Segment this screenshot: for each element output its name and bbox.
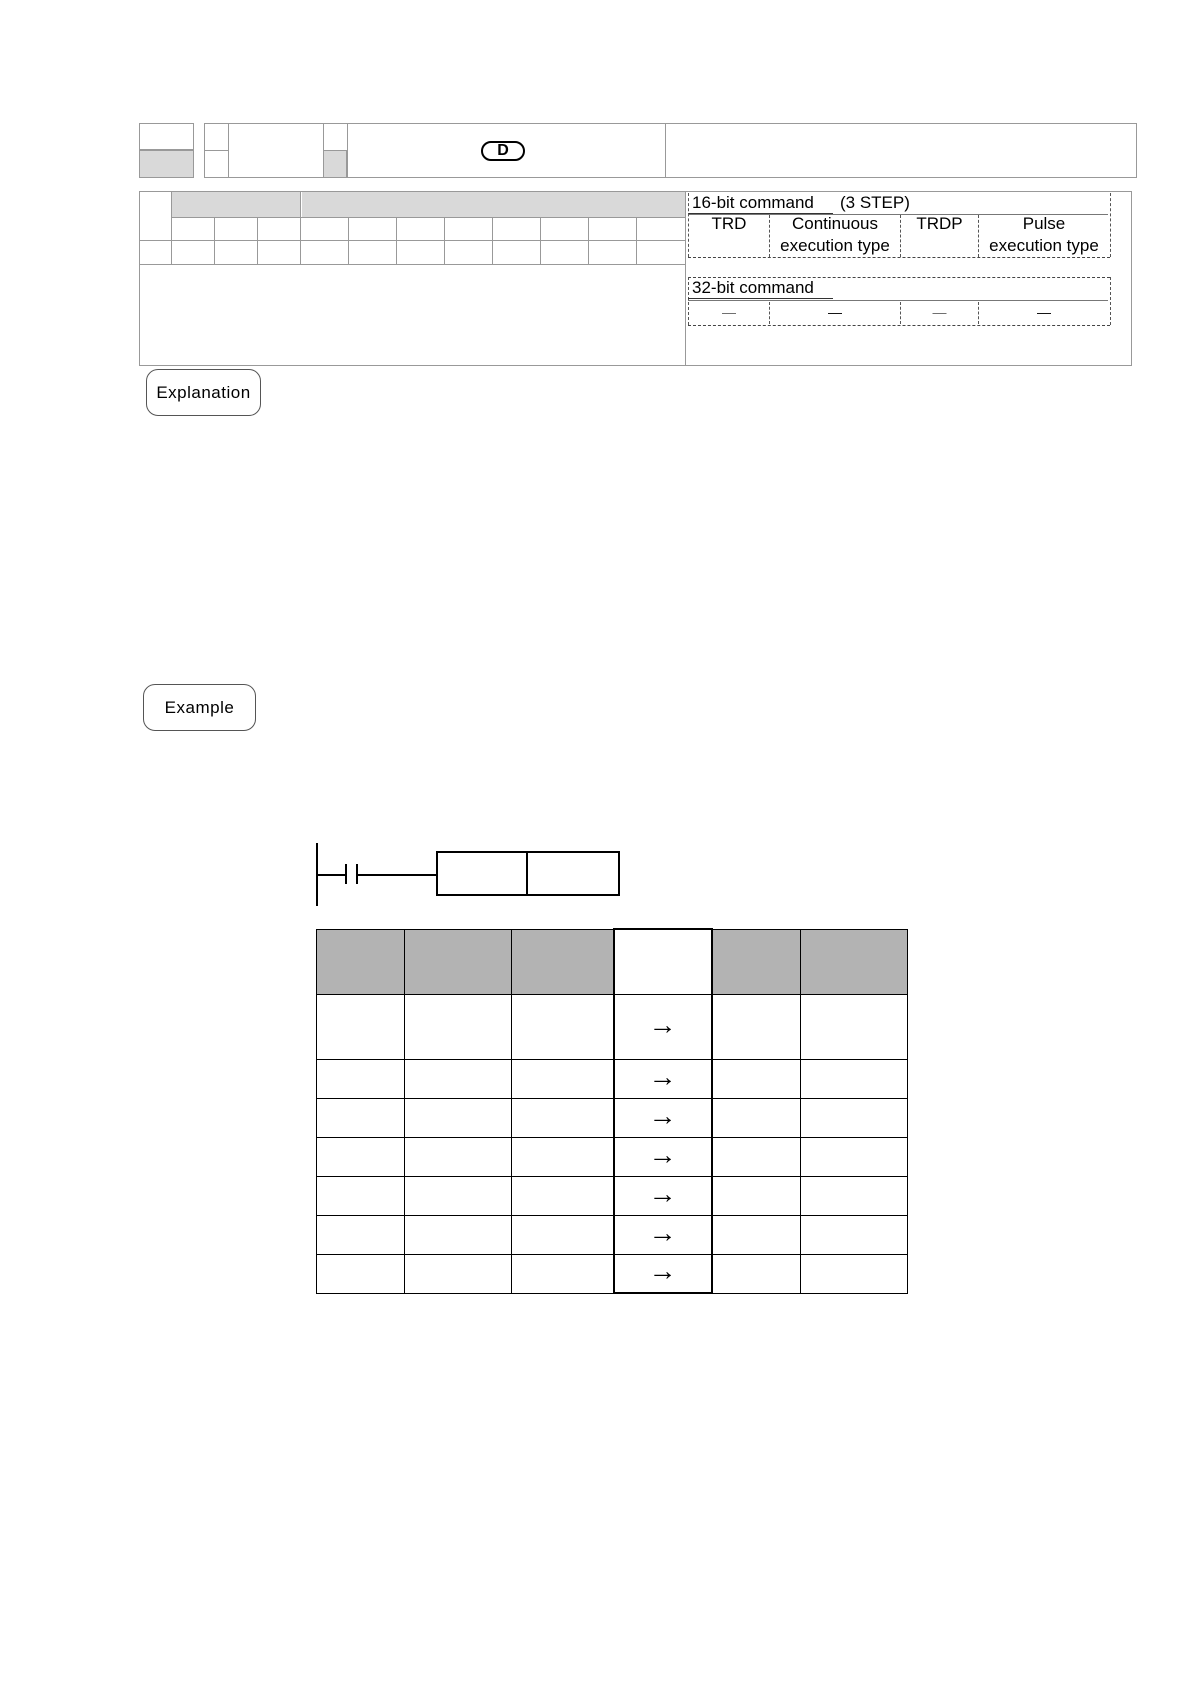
table-row — [317, 1215, 908, 1254]
trd-continuous-mnemonic: TRD — [711, 214, 747, 233]
right-arrow-icon: → — [648, 1216, 677, 1248]
explanation-tag: Explanation — [146, 369, 261, 416]
api-number-gray-cell — [139, 150, 194, 178]
header-cell-blank — [614, 929, 712, 994]
bit32-continuous-type: — — [828, 304, 842, 320]
table-row — [317, 1254, 908, 1293]
contact-left-wire — [316, 874, 345, 876]
header-cell — [317, 929, 405, 994]
header-cell — [712, 929, 801, 994]
right-arrow-icon: → — [648, 1255, 677, 1287]
right-arrow-icon: → — [648, 1008, 677, 1040]
rtc-data-table — [316, 928, 908, 1294]
bit32-pulse-type: — — [1037, 304, 1051, 320]
contact-right-wire — [358, 874, 436, 876]
trdp-pulse-mnemonic: TRDP — [916, 214, 963, 233]
table-row — [317, 1098, 908, 1137]
continuous-type-line1: Continuous — [791, 214, 878, 233]
table-row — [317, 1059, 908, 1098]
api-number-cell — [139, 123, 194, 150]
bit32-command-label: 32-bit command — [692, 278, 814, 297]
table-row — [317, 1176, 908, 1215]
operand-flag-gray-cell — [323, 150, 347, 178]
table-header-row — [317, 929, 908, 994]
bit16-command-label: 16-bit command — [692, 193, 814, 212]
bit32-pulse-mnemonic: — — [932, 304, 947, 320]
right-arrow-icon: → — [648, 1177, 677, 1209]
example-tag: Example — [143, 684, 256, 731]
table-row — [317, 1137, 908, 1176]
function-description-cell — [665, 123, 1137, 178]
right-arrow-icon: → — [648, 1060, 677, 1092]
header-cell — [801, 929, 908, 994]
mnemonic-frame — [204, 123, 666, 178]
pulse-type-line1: Pulse — [1022, 214, 1066, 233]
pulse-type-line2: execution type — [989, 236, 1099, 255]
right-arrow-icon: → — [648, 1138, 677, 1170]
bit16-step-count: (3 STEP) — [840, 193, 910, 212]
word-device-header — [302, 192, 685, 217]
bit-device-header — [172, 192, 300, 217]
double-word-badge: D — [481, 141, 525, 161]
instruction-box — [436, 851, 620, 896]
table-row — [317, 994, 908, 1059]
header-cell — [512, 929, 614, 994]
continuous-type-line2: execution type — [780, 236, 890, 255]
right-arrow-icon: → — [648, 1099, 677, 1131]
instruction-box-divider — [526, 851, 528, 896]
contact-bar-left — [345, 864, 347, 884]
bit32-continuous-mnemonic: — — [722, 304, 736, 320]
header-cell — [405, 929, 512, 994]
